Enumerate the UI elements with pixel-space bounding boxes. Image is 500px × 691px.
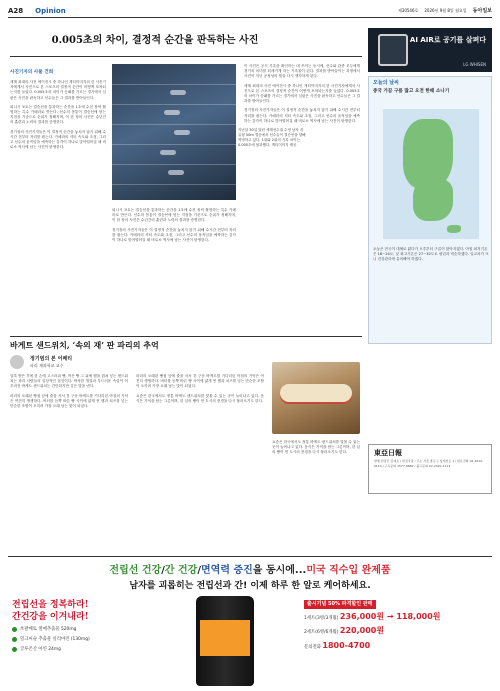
weather-headline: 중국 가끔 구름 많고 오전 한때 소나기 [373,89,450,94]
article-paragraph: 피니시 포토는 결승선을 통과하는 순간을 1초에 수천 장씩 촬영하는 특수 카메라로 만든다. 선수의 몸통이 결승선에 닿는 지점을 기준으로 순위가 정해지며, 이 한 장의 사진은 수년간의 훈련과 노력의 결과를 증명한다. [10,104,106,125]
issue-number: 제30546호 [397,8,419,14]
article-byline: 사진기자의 사물 건희 [10,70,54,75]
article-paragraph: 세계 최대의 사진 에이전시 중 하나인 게티이미지의 한 사진기자에게서 사진으로 본 스포츠의 결정적 순간이 어떻게 포착되는지를 들었다. 0.005초의 차이가 승패를 가르는 경기에서 심판은 사진을 판독하고 선수들은 그 결과를 받아들인다. [244,83,360,104]
article-body-col2 [112,208,236,328]
article-body-col3 [244,64,360,328]
column-paragraph: 요즘은 한국에서도 정통 바게트 샌드위치를 맛볼 수 있는 곳이 늘어나고 있다. 음식은 기억을 담는 그릇이며, 한 입의 빵이 먼 도시의 풍경을 다시 불러오기도 한다. [272,440,360,455]
weather-box [368,76,492,344]
ad-headline: 전립선 건강/간 건강/면역력 증진을 동시에...미국 직수입 완제품 [109,565,391,576]
ingredient-item: 쏘팔메토 열매추출물 520mg [12,627,184,633]
ingredient-item: 밀크씨슬 추출물 실리마린 (130mg) [12,637,184,643]
weather-title: 오늘의 날씨 [373,80,399,86]
masthead-logo: 東亞日報 [374,448,402,457]
issue-date: 2026년 9월 8일 월요일 [424,8,467,14]
paper-name: 동아일보 [472,8,492,15]
product-bottle-image [196,596,254,686]
page-number: A28 [8,6,24,15]
bullet-icon [12,627,17,632]
weather-map [383,109,479,239]
column-headline: 바게트 샌드위치, ‘속의 재’ 판 파리의 추억 [10,340,159,350]
main-headline: 0.005초의 차이, 결정적 순간을 판독하는 사진 [51,35,259,46]
ad-subheadline: 남자를 괴롭히는 전립선과 간! 이제 하루 한 알로 케어하세요. [129,581,371,591]
column-paragraph: 요즘은 한국에서도 정통 바게트 샌드위치를 맛볼 수 있는 곳이 늘어나고 있다. 음식은 기억을 담는 그릇이며, 한 입의 빵이 먼 도시의 풍경을 다시 불러오기도 한다. [136,393,264,403]
order-phone[interactable]: 문의전화 1800-4700 [304,641,371,651]
column-paragraph: 파리의 오래된 빵집 앞에 줄을 서서 갓 구운 바게트를 기다리던 아침의 기억은 여전히 생생하다. 버터를 듬뿍 바른 빵 사이에 얇게 썬 햄과 치즈를 넣는 단순한 조합이 오히려 가장 오래 남는 맛이 되었다. [136,374,264,389]
masthead-box [368,444,492,494]
writer-role: 파리 제과학교 교수 [30,362,64,368]
article-paragraph: 이 사진은 공식 기록을 확인하는 데 쓰이는 동시에, 선수와 관중 모두에게 경기의 의미를 되새기게 하는 기록물이 된다. 결과를 받아들이는 과정에서 사진이 지닌 공정성의 힘을 다시 생각하게 된다. [244,64,360,79]
page-header [8,6,492,18]
lg-ad-title: AI AIR로 공기를 살펴다 [409,36,486,44]
divider [10,56,362,57]
column-paragraph: 파리의 오래된 빵집 앞에 줄을 서서 갓 구운 바게트를 기다리던 아침의 기억은 여전히 생생하다. 버터를 듬뿍 바른 빵 사이에 얇게 썬 햄과 치즈를 넣는 단순한 조합이 오히려 가장 오래 남는 맛이 되었다. [10,393,128,409]
column-body-col2 [136,374,264,554]
article-paragraph: 세계 최대의 사진 에이전시 중 하나인 게티이미지의 한 사진기자에게서 사진으로 본 스포츠의 결정적 순간이 어떻게 포착되는지를 들었다. 0.005초의 차이가 승패를 가르는 경기에서 심판은 사진을 판독하고 선수들은 그 결과를 받아들인다. [10,80,106,100]
writer-tag [10,354,106,370]
divider [10,336,362,337]
bottom-ad[interactable] [0,560,500,691]
ad-slogan-1: 전립선을 정복하라! [12,600,89,610]
column-body-col3 [272,440,360,554]
writer-name: 정기범의 본 어페티 [30,355,73,362]
section-label: Opinion [35,6,66,15]
weather-body: 오늘은 전국이 대체로 맑다가 오후부터 구름이 많아지겠다. 아침 최저기온은 18~24도, 낮 최고기온은 27~32도로 평년과 비슷하겠다. 일교차가 크니 건강관리에 유의해야 하겠다. [373,247,489,262]
ad-pricing [304,600,492,686]
bullet-icon [12,637,17,642]
price-row-2: 2세트(6병/6개월) 220,000원 [304,625,385,635]
article-body-col1 [10,80,106,328]
writer-tag-text [30,356,72,368]
column-body-col1 [10,374,128,554]
air-conditioner-icon [378,34,408,66]
sandwich-photo [272,362,360,434]
ad-slogan-2: 간건강을 이겨내라! [12,611,89,622]
article-paragraph: 경기장의 사진기자들은 이 결정적 순간을 놓치지 않기 위해 수시간 전부터 자리를 잡는다. 카메라의 셔터 속도와 초점, 그리고 선수의 움직임을 예측하는 감각이 하나로 맞아떨어질 때 비로소 역사에 남는 사진이 탄생한다. [112,227,236,243]
photo-caption: 지난달 30일 열린 세계선수권 수영 남자 자유형 50m 결승에서 선수들이 결승선을 향해 역영하고 있다. 1위와 2위의 기록 차이는 0.005초에 불과했다. 게티이미지 제공 [238,128,306,148]
price-row-1: 1세트(3병/3개월) 236,000원 → 118,000원 [304,611,441,621]
bullet-icon [12,647,17,652]
article-paragraph: 경기장의 사진기자들은 이 결정적 순간을 놓치지 않기 위해 수시간 전부터 자리를 잡는다. 카메라의 셔터 속도와 초점, 그리고 선수의 움직임을 예측하는 감각이 하나로 맞아떨어질 때 비로소 역사에 남는 사진이 탄생한다. [244,108,360,123]
column-paragraph: 알록 받은 후에 한 손에 고스러워 빵, 작은 빵 그 위에 햄을 겹쳐 넣는 샌드위치는 파리 사람들의 일상적인 점심이다. 바삭한 껍질과 부드러운 속살이 어우러진 바게트 샌드위치는 간단하지만 깊은 맛을 낸다. [10,374,128,389]
price-title: 출시기념 50% 파격할인 판매 [304,600,376,609]
lg-ad[interactable] [368,28,492,72]
lg-ad-subtitle: LG WHISEN [463,61,486,67]
divider [8,556,492,557]
header-meta [398,8,492,15]
race-photo [112,64,236,200]
ad-benefits [12,600,184,688]
article-paragraph: 피니시 포토는 결승선을 통과하는 순간을 1초에 수천 장씩 촬영하는 특수 카메라로 만든다. 선수의 몸통이 결승선에 닿는 지점을 기준으로 순위가 정해지며, 이 한 장의 사진은 수년간의 훈련과 노력의 결과를 증명한다. [112,208,236,223]
article-paragraph: 경기장의 사진기자들은 이 결정적 순간을 놓치지 않기 위해 수시간 전부터 자리를 잡는다. 카메라의 셔터 속도와 초점, 그리고 선수의 움직임을 예측하는 감각이 하나로 맞아떨어질 때 비로소 역사에 남는 사진이 탄생한다. [10,129,106,150]
writer-avatar [10,355,24,369]
masthead-info: 발행·편집인 김재호 / 편집국장 / 주소 서울 종로구 청계천로 1 / 대표전화 02-2020-0114 / 구독문의 1577-8880 / 광고문의 02-2020-1114 [374,459,484,468]
ingredient-item: 글루콘산 아연 24mg [12,647,184,653]
